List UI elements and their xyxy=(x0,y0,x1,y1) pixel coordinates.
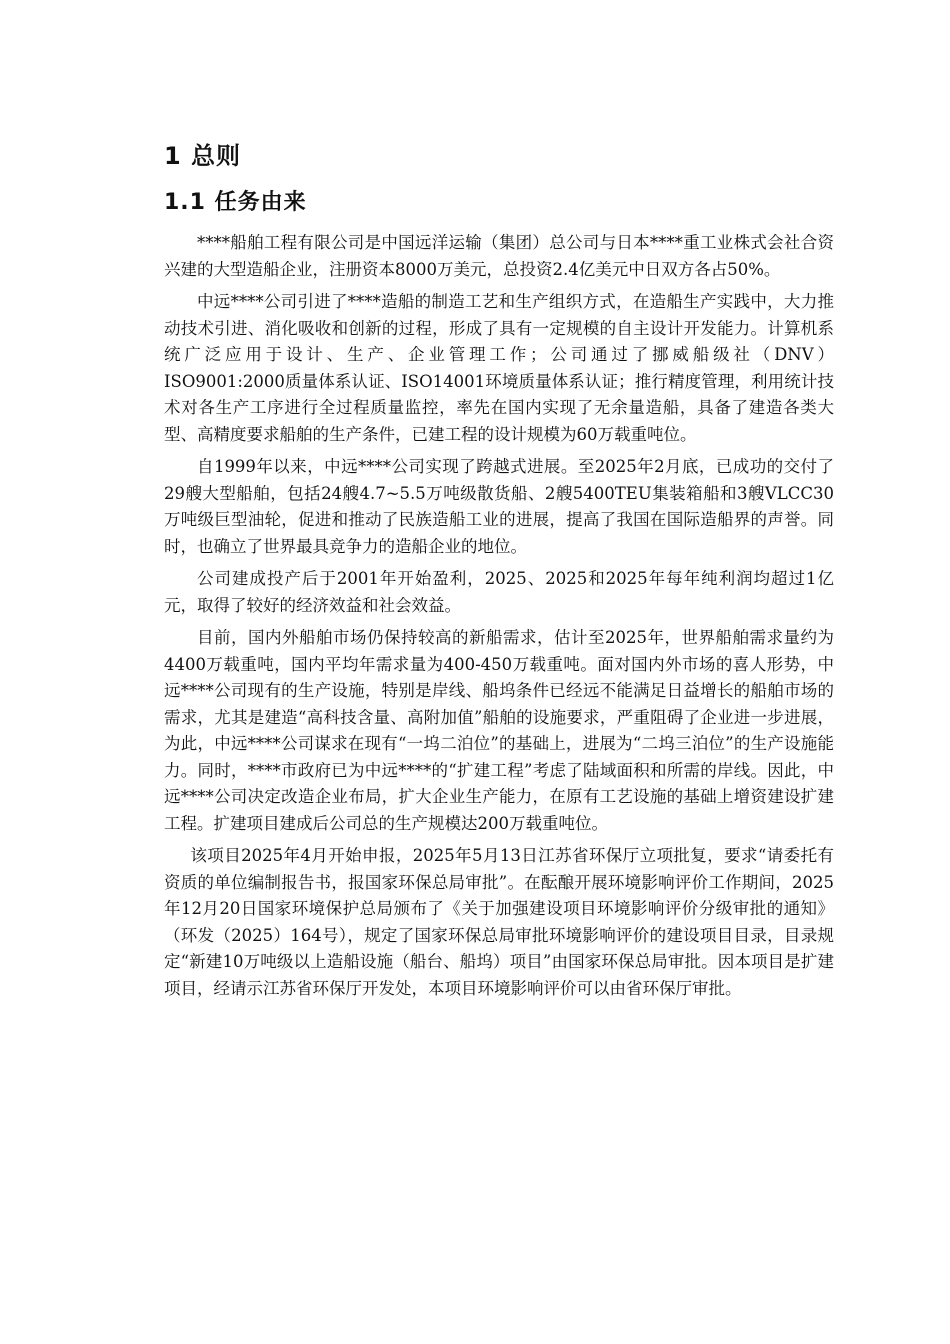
paragraph: 该项目2025年4月开始申报，2025年5月13日江苏省环保厅立项批复，要求“请委托有资质的单位编制报告书，报国家环保总局审批”。在酝酿开展环境影响评价工作期间，2025年12月20日国家环境保护总局颁布了《关于加强建设项目环境影响评价分级审批的通知》（环发（2025）164号），规定了国家环保总局审批环境影响评价的建设项目目录，目录规定“新建10万吨级以上造船设施（船台、船坞）项目”由国家环保总局审批。因本项目是扩建项目，经请示江苏省环保厅开发处，本项目环境影响评价可以由省环保厅审批。 xyxy=(164,846,834,998)
paragraph: 目前，国内外船舶市场仍保持较高的新船需求，估计至2025年，世界船舶需求量约为4400万载重吨，国内平均年需求量为400-450万载重吨。面对国内外市场的喜人形势，中远****公司现有的生产设施，特别是岸线、船坞条件已经远不能满足日益增长的船舶市场的需求，尤其是建造“高科技含量、高附加值”船舶的设施要求，严重阻碍了企业进一步进展，为此，中远****公司谋求在现有“一坞二泊位”的基础上，进展为“二坞三泊位”的生产设施能力。同时，****市政府已为中远****的“扩建工程”考虑了陆域面积和所需的岸线。因此，中远****公司决定改造企业布局，扩大企业生产能力，在原有工艺设施的基础上增资建设扩建工程。扩建项目建成后公司总的生产规模达200万载重吨位。 xyxy=(164,628,834,833)
paragraph: 自1999年以来，中远****公司实现了跨越式进展。至2025年2月底，已成功的交付了29艘大型船舶，包括24艘4.7~5.5万吨级散货船、2艘5400TEU集装箱船和3艘VLCC30万吨级巨型油轮，促进和推动了民族造船工业的进展，提高了我国在国际造船界的声誉。同时，也确立了世界最具竞争力的造船企业的地位。 xyxy=(164,457,834,556)
paragraph: 公司建成投产后于2001年开始盈利，2025、2025和2025年每年纯利润均超过1亿元，取得了较好的经济效益和社会效益。 xyxy=(164,569,834,615)
paragraph: ****船舶工程有限公司是中国远洋运输（集团）总公司与日本****重工业株式会社合资兴建的大型造船企业，注册资本8000万美元，总投资2.4亿美元中日双方各占50%。 xyxy=(164,233,834,279)
chapter-heading: 1 总则 xyxy=(164,142,242,170)
document-page xyxy=(164,134,834,1008)
paragraph: 中远****公司引进了****造船的制造工艺和生产组织方式，在造船生产实践中，大力推动技术引进、消化吸收和创新的过程，形成了具有一定规模的自主设计开发能力。计算机系统广泛应用于设计、生产、企业管理工作；公司通过了挪威船级社（DNV）ISO9001:2000质量体系认证、ISO14001环境质量体系认证；推行精度管理，利用统计技术对各生产工序进行全过程质量监控，率先在国内实现了无余量造船，具备了建造各类大型、高精度要求船舶的生产条件，已建工程的设计规模为60万载重吨位。 xyxy=(164,292,834,444)
section-heading: 1.1 任务由来 xyxy=(164,190,307,215)
